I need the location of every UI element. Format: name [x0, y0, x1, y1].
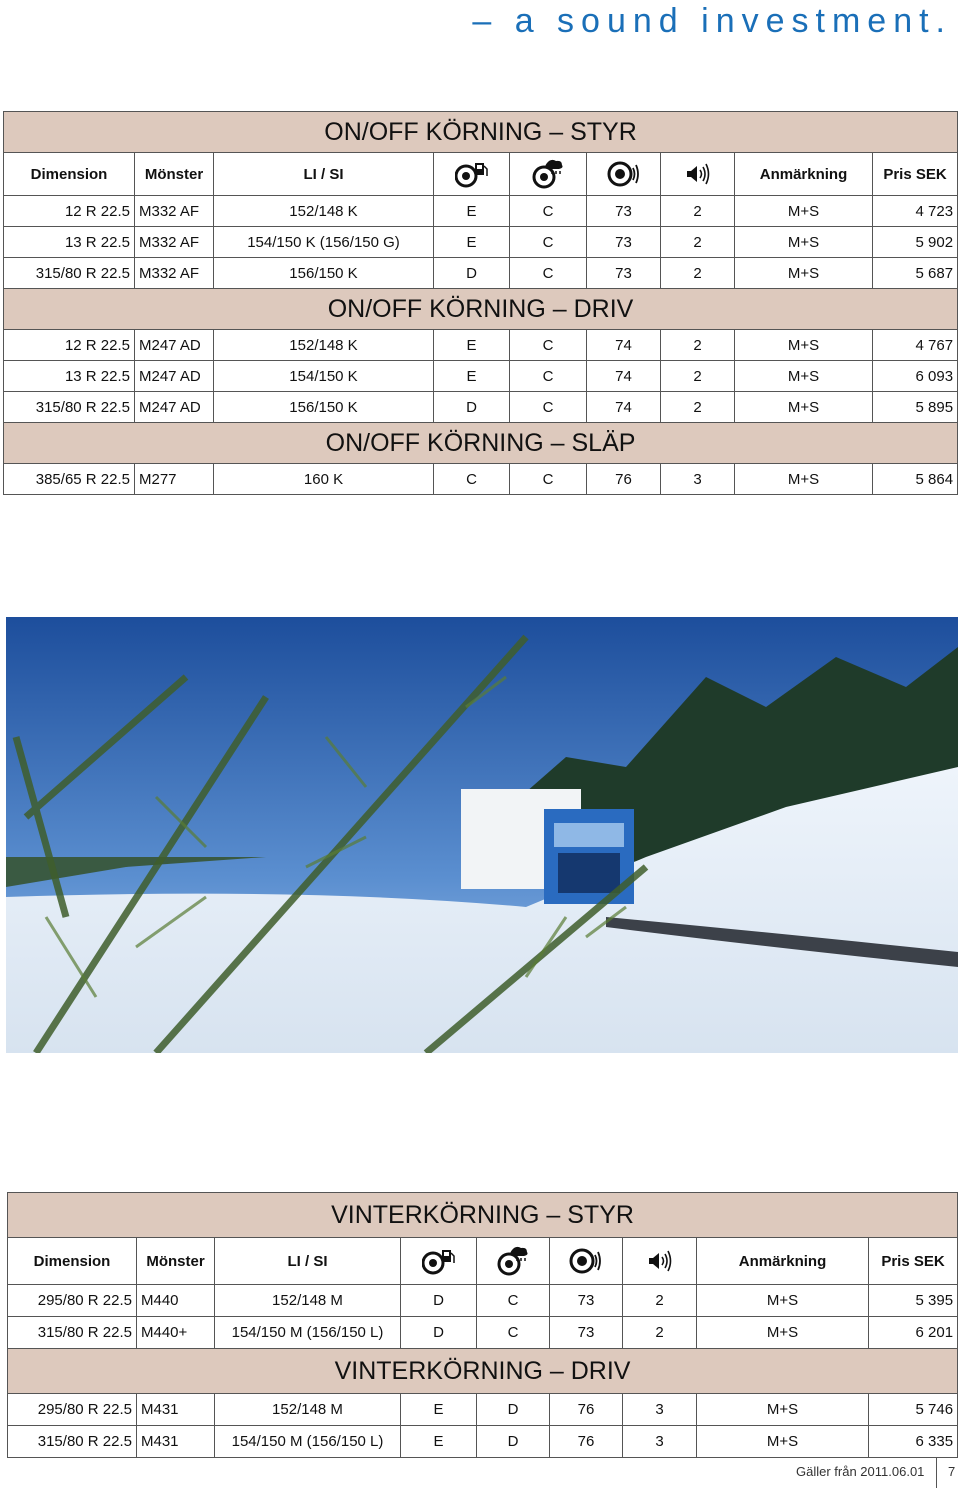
header-remark: Anmärkning [697, 1238, 869, 1285]
table-cell: 152/148 K [214, 330, 434, 361]
summer-tire-table [3, 111, 958, 495]
header-price: Pris SEK [873, 153, 958, 196]
section-title: VINTERKÖRNING – DRIV [8, 1349, 958, 1394]
table-cell: 74 [587, 361, 661, 392]
table-cell: M247 AD [135, 361, 214, 392]
section-title: ON/OFF KÖRNING – STYR [4, 112, 958, 153]
table-cell: 295/80 R 22.5 [8, 1285, 137, 1317]
table-cell: 315/80 R 22.5 [8, 1317, 137, 1349]
table-cell: M+S [697, 1317, 869, 1349]
table-cell: D [477, 1394, 550, 1426]
noise-waves-icon [647, 1252, 673, 1269]
table-cell: 5 687 [873, 258, 958, 289]
table-cell: 6 093 [873, 361, 958, 392]
table-cell: 152/148 M [215, 1285, 401, 1317]
table-cell: D [401, 1285, 477, 1317]
header-price: Pris SEK [869, 1238, 958, 1285]
table-cell: C [510, 227, 587, 258]
table-cell: 73 [587, 196, 661, 227]
table-cell: 76 [550, 1394, 623, 1426]
table-cell: 13 R 22.5 [4, 361, 135, 392]
table-cell: 154/150 K [214, 361, 434, 392]
table-cell: M+S [735, 196, 873, 227]
table-cell: 73 [587, 258, 661, 289]
table-cell: 5 902 [873, 227, 958, 258]
table-cell: 156/150 K [214, 392, 434, 423]
section-title: ON/OFF KÖRNING – SLÄP [4, 423, 958, 464]
table-cell: C [477, 1285, 550, 1317]
table-cell: 3 [623, 1394, 697, 1426]
table-cell: C [510, 258, 587, 289]
table-cell: 4 723 [873, 196, 958, 227]
table-row [4, 361, 958, 392]
winter-tire-table [7, 1192, 958, 1458]
table-row [8, 1285, 958, 1317]
page-number: 7 [948, 1464, 956, 1479]
table-cell: M+S [697, 1285, 869, 1317]
table-cell: E [401, 1394, 477, 1426]
noise-waves-icon [685, 165, 711, 182]
table-cell: M+S [697, 1426, 869, 1458]
table-cell: 154/150 M (156/150 L) [215, 1317, 401, 1349]
table-cell: 2 [661, 227, 735, 258]
table-cell: M431 [137, 1426, 215, 1458]
table-cell: D [477, 1426, 550, 1458]
table-cell: 2 [661, 392, 735, 423]
table-row [4, 392, 958, 423]
table-cell: 2 [661, 258, 735, 289]
header-dimension: Dimension [4, 153, 135, 196]
table-cell: D [434, 258, 510, 289]
table-cell: 152/148 K [214, 196, 434, 227]
table-cell: 156/150 K [214, 258, 434, 289]
table-cell: M247 AD [135, 330, 214, 361]
header-remark: Anmärkning [735, 153, 873, 196]
table-cell: C [434, 464, 510, 495]
table-row [4, 227, 958, 258]
table-cell: C [510, 196, 587, 227]
table-cell: 154/150 M (156/150 L) [215, 1426, 401, 1458]
table-row [8, 1394, 958, 1426]
table-cell: M332 AF [135, 227, 214, 258]
section-title: VINTERKÖRNING – STYR [8, 1193, 958, 1238]
table-cell: 152/148 M [215, 1394, 401, 1426]
table-cell: 160 K [214, 464, 434, 495]
wet-grip-icon [531, 165, 565, 182]
table-cell: 6 201 [869, 1317, 958, 1349]
table-cell: 2 [661, 361, 735, 392]
table-cell: 315/80 R 22.5 [4, 392, 135, 423]
table-cell: C [477, 1317, 550, 1349]
table-cell: E [401, 1426, 477, 1458]
truck-winter-photo [6, 617, 958, 1053]
table-cell: M+S [735, 361, 873, 392]
table-cell: E [434, 361, 510, 392]
table-cell: M+S [697, 1394, 869, 1426]
table-cell: 3 [661, 464, 735, 495]
table-row [4, 196, 958, 227]
table-cell: M+S [735, 392, 873, 423]
header-pattern: Mönster [135, 153, 214, 196]
table-cell: M277 [135, 464, 214, 495]
table-cell: C [510, 464, 587, 495]
table-cell: 73 [550, 1317, 623, 1349]
table-cell: 73 [587, 227, 661, 258]
noise-class-icon [569, 1252, 603, 1269]
table-cell: M332 AF [135, 258, 214, 289]
table-cell: 315/80 R 22.5 [8, 1426, 137, 1458]
fuel-efficiency-icon [422, 1252, 456, 1269]
table-cell: M+S [735, 258, 873, 289]
fuel-efficiency-icon [455, 165, 489, 182]
table-cell: D [401, 1317, 477, 1349]
table-cell: 5 395 [869, 1285, 958, 1317]
table-cell: 385/65 R 22.5 [4, 464, 135, 495]
table-cell: M431 [137, 1394, 215, 1426]
table-cell: 74 [587, 330, 661, 361]
table-cell: M+S [735, 330, 873, 361]
validity-date: Gäller från 2011.06.01 [796, 1464, 925, 1479]
table-row [4, 258, 958, 289]
noise-class-icon [607, 165, 641, 182]
table-row [8, 1426, 958, 1458]
table-cell: 2 [661, 330, 735, 361]
table-cell: C [510, 361, 587, 392]
table-row [4, 330, 958, 361]
section-title: ON/OFF KÖRNING – DRIV [4, 289, 958, 330]
table-cell: 73 [550, 1285, 623, 1317]
table-cell: 12 R 22.5 [4, 330, 135, 361]
wet-grip-icon [496, 1252, 530, 1269]
table-cell: 3 [623, 1426, 697, 1458]
table-row [8, 1317, 958, 1349]
table-cell: D [434, 392, 510, 423]
header-li-si: LI / SI [215, 1238, 401, 1285]
table-cell: 5 746 [869, 1394, 958, 1426]
table-cell: 4 767 [873, 330, 958, 361]
header-pattern: Mönster [137, 1238, 215, 1285]
table-cell: 76 [550, 1426, 623, 1458]
table-cell: C [510, 330, 587, 361]
table-cell: M+S [735, 464, 873, 495]
table-cell: 5 895 [873, 392, 958, 423]
table-cell: M247 AD [135, 392, 214, 423]
table-cell: M440 [137, 1285, 215, 1317]
table-cell: 315/80 R 22.5 [4, 258, 135, 289]
table-cell: 6 335 [869, 1426, 958, 1458]
table-cell: 2 [661, 196, 735, 227]
table-cell: E [434, 330, 510, 361]
footer [796, 1464, 956, 1479]
tagline: – a sound investment. [472, 2, 952, 40]
table-cell: M+S [735, 227, 873, 258]
table-cell: 76 [587, 464, 661, 495]
table-cell: 13 R 22.5 [4, 227, 135, 258]
table-cell: 2 [623, 1285, 697, 1317]
table-cell: 295/80 R 22.5 [8, 1394, 137, 1426]
table-cell: E [434, 227, 510, 258]
header-dimension: Dimension [8, 1238, 137, 1285]
table-cell: 12 R 22.5 [4, 196, 135, 227]
table-cell: C [510, 392, 587, 423]
table-cell: M332 AF [135, 196, 214, 227]
table-cell: M440+ [137, 1317, 215, 1349]
header-li-si: LI / SI [214, 153, 434, 196]
table-cell: 5 864 [873, 464, 958, 495]
table-cell: 154/150 K (156/150 G) [214, 227, 434, 258]
table-cell: 2 [623, 1317, 697, 1349]
table-row [4, 464, 958, 495]
table-cell: E [434, 196, 510, 227]
footer-divider [936, 1458, 937, 1488]
table-cell: 74 [587, 392, 661, 423]
